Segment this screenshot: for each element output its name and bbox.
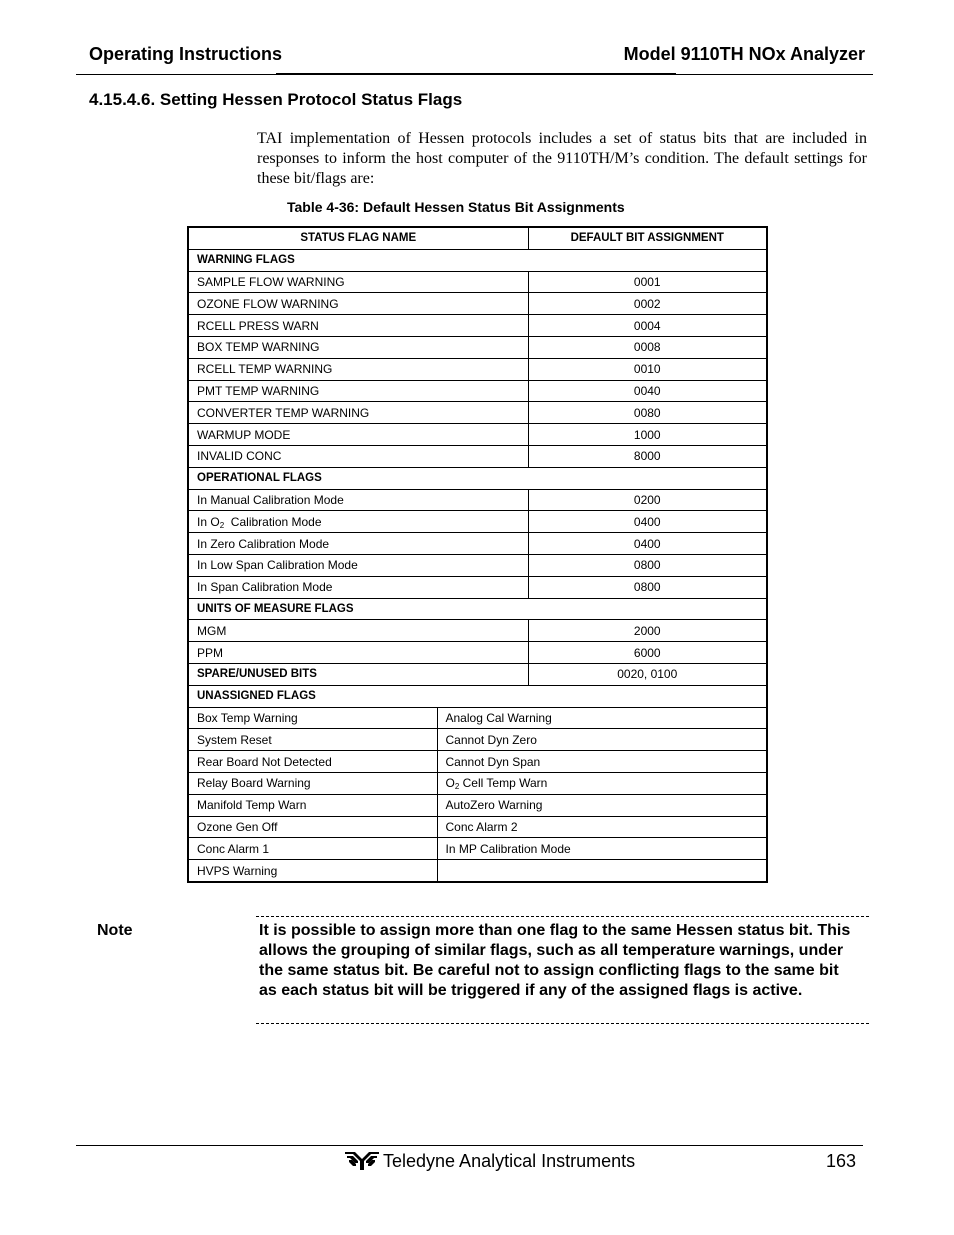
header-right-title: Model 9110TH NOx Analyzer [623,44,865,64]
bit-value: 1000 [528,424,767,446]
bit-value: 6000 [528,642,767,664]
unassigned-left: Ozone Gen Off [188,816,437,838]
table-row [188,816,767,838]
section-title: 4.15.4.6. Setting Hessen Protocol Status Flags [89,90,463,109]
flag-name [188,511,528,533]
table-row [188,554,767,576]
flag-name: In Span Calibration Mode [188,576,528,598]
flag-name-text: O [445,776,455,791]
table-row [188,380,767,402]
bit-value: 0400 [528,533,767,555]
flag-name-text: In O [197,514,220,529]
subscript: 2 [454,782,460,792]
table-row [188,729,767,751]
note-text: It is possible to assign more than one flag to the same Hessen status bit. This allows the grouping of similar flags, such as all temperature warnings, under the same status bit. Be careful not to assign conflicting flags to the same bit as each status bit will be triggered if any of the assigned flags is active. [259,922,851,999]
table-row [188,794,767,816]
note-label: Note [97,922,133,939]
unassigned-left: HVPS Warning [188,860,437,882]
unassigned-left: Manifold Temp Warn [188,794,437,816]
table-row [188,751,767,773]
table-row [188,663,767,685]
table-row [188,838,767,860]
flag-name: MGM [188,620,528,642]
header-rule [76,73,873,76]
table-row [188,772,767,794]
flag-name: WARMUP MODE [188,424,528,446]
group-units-flags: UNITS OF MEASURE FLAGS [188,598,767,620]
flag-name: RCELL PRESS WARN [188,315,528,337]
unassigned-left: Box Temp Warning [188,707,437,729]
unassigned-left: Conc Alarm 1 [188,838,437,860]
table-header-row [188,227,767,249]
flag-name: PMT TEMP WARNING [188,380,528,402]
unassigned-left: Rear Board Not Detected [188,751,437,773]
bit-value: 0080 [528,402,767,424]
unassigned-left: Relay Board Warning [188,772,437,794]
table-row [188,271,767,293]
bit-value: 0010 [528,358,767,380]
bit-value: 0004 [528,315,767,337]
footer-rule [76,1145,863,1146]
note-box [256,916,869,1024]
table-row [188,620,767,642]
flag-name: In Zero Calibration Mode [188,533,528,555]
flag-name: PPM [188,642,528,664]
bit-value: 2000 [528,620,767,642]
table-row [188,860,767,882]
table-row [188,576,767,598]
table-row [188,489,767,511]
group-unassigned-flags: UNASSIGNED FLAGS [188,685,767,707]
flag-name-text: Calibration Mode [224,514,322,529]
unassigned-right: Cannot Dyn Span [437,751,767,773]
status-flag-table [187,226,768,883]
bit-value: 8000 [528,445,767,467]
bit-value: 0200 [528,489,767,511]
table-row [188,402,767,424]
group-operational-flags: OPERATIONAL FLAGS [188,467,767,489]
unassigned-right: AutoZero Warning [437,794,767,816]
table-row [188,511,767,533]
unassigned-right: Conc Alarm 2 [437,816,767,838]
table-row [188,533,767,555]
teledyne-logo-icon [345,1150,379,1172]
flag-name: CONVERTER TEMP WARNING [188,402,528,424]
bit-value: 0400 [528,511,767,533]
table-row [188,336,767,358]
group-warning-flags: WARNING FLAGS [188,249,767,271]
unassigned-right [437,772,767,794]
flag-name: RCELL TEMP WARNING [188,358,528,380]
flag-name: INVALID CONC [188,445,528,467]
table-row [188,358,767,380]
table-row [188,293,767,315]
flag-name: OZONE FLOW WARNING [188,293,528,315]
table-row [188,424,767,446]
bit-value: 0800 [528,554,767,576]
flag-name: In Low Span Calibration Mode [188,554,528,576]
footer-company-name: Teledyne Analytical Instruments [383,1151,636,1171]
column-header-flag-name: STATUS FLAG NAME [188,227,528,249]
flag-name: SAMPLE FLOW WARNING [188,271,528,293]
table-row [188,642,767,664]
unassigned-right: Analog Cal Warning [437,707,767,729]
bit-value: 0002 [528,293,767,315]
page-number: 163 [826,1151,857,1171]
spare-bits-value: 0020, 0100 [528,663,767,685]
bit-value: 0008 [528,336,767,358]
flag-name-text: Cell Temp Warn [459,776,548,791]
bit-value: 0800 [528,576,767,598]
table-row [188,707,767,729]
table-row [188,445,767,467]
table-row [188,315,767,337]
subscript: 2 [219,520,225,530]
flag-name: BOX TEMP WARNING [188,336,528,358]
intro-paragraph: TAI implementation of Hessen protocols includes a set of status bits that are included in responses to inform the host computer of the 9110TH/M’s condition. The default settings for these bit/flags are: [257,130,867,187]
header-left-title: Operating Instructions [89,44,283,64]
flag-name: In Manual Calibration Mode [188,489,528,511]
table-caption: Table 4-36: Default Hessen Status Bit Assignments [287,199,625,215]
unassigned-right: Cannot Dyn Zero [437,729,767,751]
unassigned-right [437,860,767,882]
unassigned-right: In MP Calibration Mode [437,838,767,860]
spare-bits-label: SPARE/UNUSED BITS [188,663,528,685]
column-header-bit-assignment: DEFAULT BIT ASSIGNMENT [528,227,767,249]
bit-value: 0001 [528,271,767,293]
bit-value: 0040 [528,380,767,402]
unassigned-left: System Reset [188,729,437,751]
